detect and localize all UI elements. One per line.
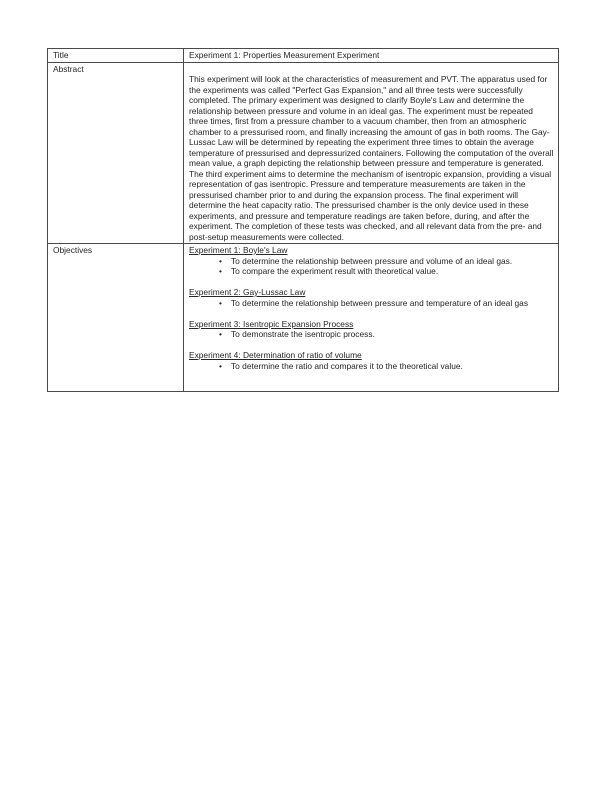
bullet-icon: •	[219, 360, 222, 371]
objective-bullet-text: To determine the relationship between pressure and volume of an ideal gas.	[231, 255, 513, 266]
title-row-value: Experiment 1: Properties Measurement Experiment	[184, 49, 559, 63]
objective-bullet-text: To demonstrate the isentropic process.	[231, 329, 375, 339]
bullet-icon: •	[219, 266, 222, 276]
objective-bullet-text: To compare the experiment result with theoretical value.	[231, 266, 439, 276]
abstract-paragraph: This experiment will look at the characteristics of measurement and PVT. The apparatus used for the experiments was called "Perfect Gas Expansion," and all three tests were successfully completed. The primary experiment was designed to clarify Boyle's Law and determine the relationship between pressure and volume in an ideal gas. The experiment must be repeated three times, first from a pressure chamber to a vacuum chamber, then from an atmospheric chamber to a pressurised room, and finally increasing the amount of gas in both rooms. The Gay-Lussac Law will be determined by repeating the experiment three times to obtain the average temperature of pressurised and depressurized containers. Following the computation of the overall mean value, a graph depicting the relationship between pressure and temperature is generated. The third experiment aims to determine the mechanism of isentropic expansion, providing a visual representation of gas isentropic. Pressure and temperature measurements are taken in the pressurised chamber prior to and during the expansion process. The final experiment will determine the heat capacity ratio. The pressurised chamber is the only device used in these experiments, and pressure and temperature readings are taken before, during, and after the experiment. The completion of these tests was checked, and all relevant data from the pre- and post-setup measurements were collected.	[189, 74, 554, 242]
objective-bullet-text: To determine the relationship between pressure and temperature of an ideal gas	[231, 297, 529, 308]
experiment-info-table	[47, 48, 559, 392]
bullet-icon: •	[219, 329, 222, 339]
objective-bullet-list	[189, 256, 554, 277]
objective-group-experiment-3	[189, 319, 554, 340]
objective-bullet-item	[189, 329, 554, 340]
objective-bullet-list	[189, 361, 554, 372]
abstract-row-cell	[184, 62, 559, 244]
abstract-row-label: Abstract	[48, 62, 184, 244]
objective-bullet-text: To determine the ratio and compares it to the theoretical value.	[231, 360, 463, 371]
objective-bullet-item	[189, 361, 554, 372]
objective-group-experiment-2	[189, 287, 554, 308]
objective-heading: Experiment 3: Isentropic Expansion Process	[189, 318, 354, 329]
title-row-label: Title	[48, 49, 184, 63]
bullet-icon: •	[219, 255, 222, 266]
objective-heading: Experiment 2: Gay-Lussac Law	[189, 287, 306, 297]
objective-bullet-list	[189, 329, 554, 340]
objective-heading: Experiment 4: Determination of ratio of volume	[189, 350, 362, 360]
objective-group-experiment-4	[189, 350, 554, 371]
table-row-abstract	[48, 62, 559, 244]
table-row-title	[48, 49, 559, 63]
objective-bullet-list	[189, 298, 554, 309]
objectives-row-label: Objectives	[48, 244, 184, 392]
table-row-objectives	[48, 244, 559, 392]
bullet-icon: •	[219, 297, 222, 308]
objective-group-experiment-1	[189, 245, 554, 277]
objective-bullet-item	[189, 298, 554, 309]
objective-bullet-item	[189, 256, 554, 267]
objectives-row-cell	[184, 244, 559, 392]
objective-bullet-item	[189, 266, 554, 277]
objective-heading: Experiment 1: Boyle's Law	[189, 245, 288, 255]
